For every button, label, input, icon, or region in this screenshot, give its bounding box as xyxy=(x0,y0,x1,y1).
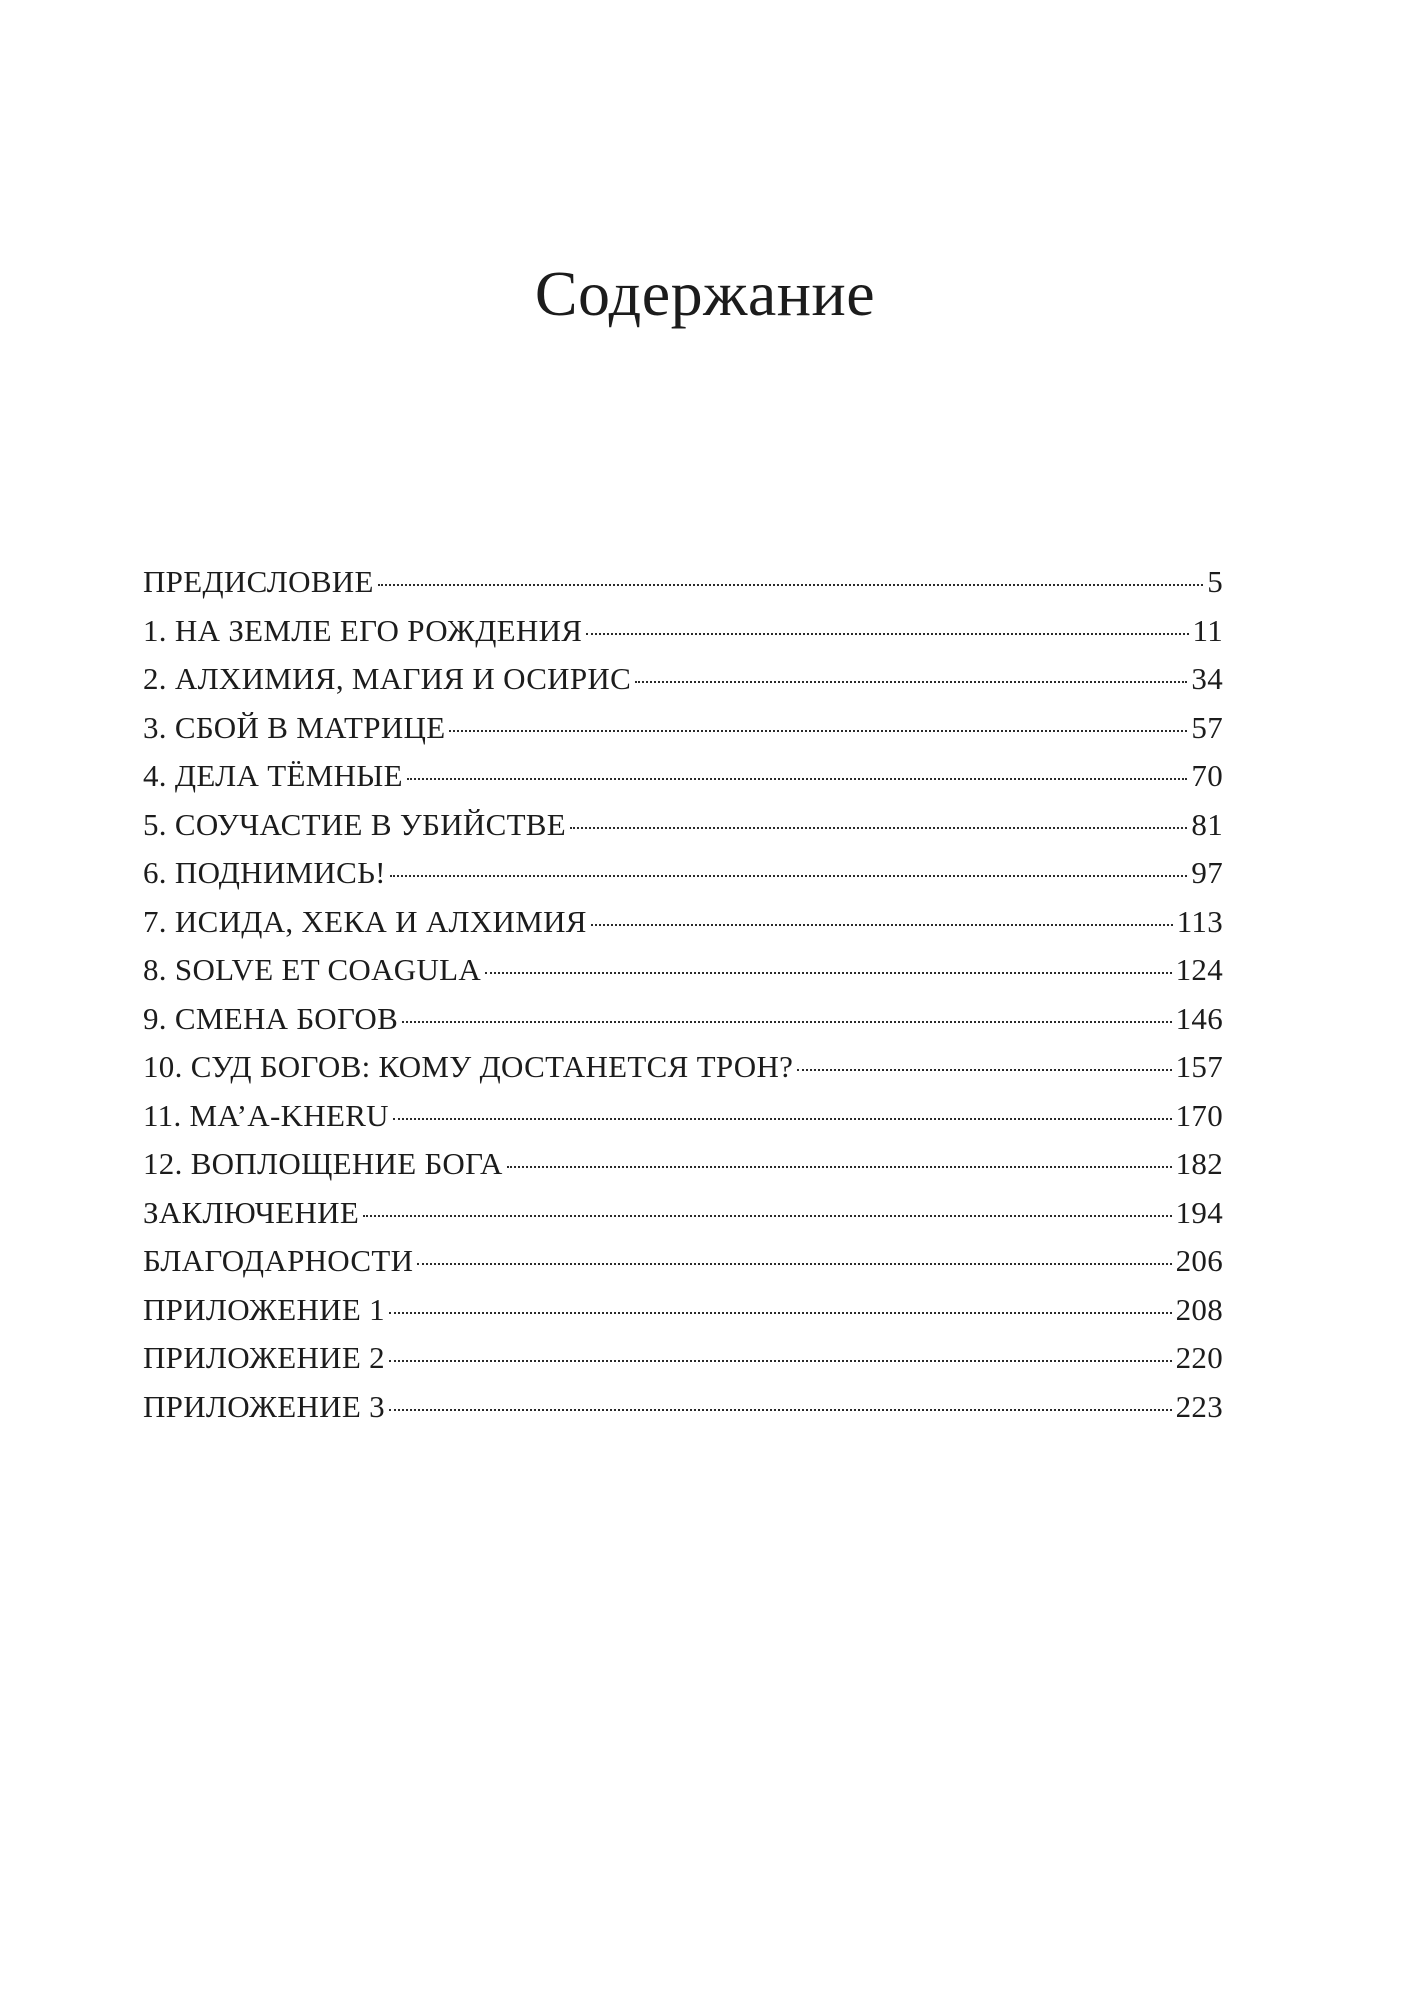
toc-entry-title: 6. ПОДНИМИСЬ! xyxy=(143,855,386,890)
toc-page-number: 223 xyxy=(1175,1388,1223,1424)
toc-page-number: 81 xyxy=(1191,806,1223,842)
toc-page-number: 206 xyxy=(1175,1243,1223,1278)
dot-leader xyxy=(402,1021,1172,1023)
toc-page-number: 113 xyxy=(1176,903,1223,939)
toc-page-number: 57 xyxy=(1191,709,1223,745)
toc-entry-title: ПРИЛОЖЕНИЕ 3 xyxy=(143,1388,385,1424)
toc-page-number: 182 xyxy=(1175,1146,1223,1181)
toc-entry-title: 4. ДЕЛА ТЁМНЫЕ xyxy=(143,758,403,793)
toc-entry xyxy=(143,1098,1223,1147)
toc-entry xyxy=(143,807,1223,856)
toc-entry xyxy=(143,1292,1223,1341)
toc-entry-title: 9. СМЕНА БОГОВ xyxy=(143,1000,399,1036)
page-title: Содержание xyxy=(534,258,876,329)
toc-page-number: 124 xyxy=(1175,952,1223,987)
toc-entry-title: 11. MA’A-KHERU xyxy=(143,1097,389,1133)
toc-entry-title: 10. СУД БОГОВ: КОМУ ДОСТАНЕТСЯ ТРОН? xyxy=(143,1049,794,1084)
toc-entry xyxy=(143,710,1223,759)
toc-page-number: 220 xyxy=(1175,1340,1223,1375)
dot-leader xyxy=(417,1263,1171,1265)
toc-entry xyxy=(143,1049,1223,1098)
toc-entry xyxy=(143,1389,1223,1438)
dot-leader xyxy=(485,972,1171,974)
toc-entry xyxy=(143,1243,1223,1292)
toc-page-number: 208 xyxy=(1175,1291,1223,1327)
toc-page-number: 34 xyxy=(1191,661,1223,696)
toc-page-number: 5 xyxy=(1207,564,1223,599)
dot-leader xyxy=(389,1409,1172,1411)
dot-leader xyxy=(586,633,1188,635)
dot-leader xyxy=(570,827,1187,829)
table-of-contents xyxy=(143,564,1223,1437)
toc-page-number: 11 xyxy=(1192,612,1223,648)
toc-entry xyxy=(143,904,1223,953)
toc-entry xyxy=(143,564,1223,613)
toc-page-number: 194 xyxy=(1175,1194,1223,1230)
dot-leader xyxy=(390,875,1188,877)
toc-entry-title: 1. НА ЗЕМЛЕ ЕГО РОЖДЕНИЯ xyxy=(143,612,583,648)
toc-entry xyxy=(143,952,1223,1001)
toc-entry-title: ЗАКЛЮЧЕНИЕ xyxy=(143,1194,360,1230)
dot-leader xyxy=(635,681,1187,683)
toc-entry xyxy=(143,1340,1223,1389)
toc-page-number: 170 xyxy=(1175,1097,1223,1133)
dot-leader xyxy=(449,730,1187,732)
dot-leader xyxy=(507,1166,1172,1168)
dot-leader xyxy=(407,778,1188,780)
dot-leader xyxy=(378,584,1203,586)
toc-entry xyxy=(143,1146,1223,1195)
toc-entry-title: 3. СБОЙ В МАТРИЦЕ xyxy=(143,709,446,745)
toc-entry-title: 12. ВОПЛОЩЕНИЕ БОГА xyxy=(143,1146,503,1181)
toc-entry-title: 2. АЛХИМИЯ, МАГИЯ И ОСИРИС xyxy=(143,661,632,696)
toc-entry-title: ПРИЛОЖЕНИЕ 1 xyxy=(143,1291,385,1327)
dot-leader xyxy=(591,924,1173,926)
dot-leader xyxy=(797,1069,1171,1071)
toc-entry xyxy=(143,1195,1223,1244)
dot-leader xyxy=(393,1118,1172,1120)
toc-entry xyxy=(143,661,1223,710)
toc-entry xyxy=(143,855,1223,904)
toc-entry-title: 5. СОУЧАСТИЕ В УБИЙСТВЕ xyxy=(143,806,567,842)
toc-entry-title: 8. SOLVE ET COAGULA xyxy=(143,952,482,987)
toc-page-number: 97 xyxy=(1191,855,1223,890)
toc-page-number: 70 xyxy=(1191,758,1223,793)
toc-page-number: 146 xyxy=(1175,1000,1223,1036)
toc-entry xyxy=(143,613,1223,662)
toc-entry-title: ПРЕДИСЛОВИЕ xyxy=(143,564,374,599)
toc-entry-title: БЛАГОДАРНОСТИ xyxy=(143,1243,414,1278)
toc-entry xyxy=(143,758,1223,807)
dot-leader xyxy=(389,1312,1172,1314)
toc-entry xyxy=(143,1001,1223,1050)
dot-leader xyxy=(389,1360,1172,1362)
toc-entry-title: ПРИЛОЖЕНИЕ 2 xyxy=(143,1340,385,1375)
toc-page-number: 157 xyxy=(1175,1049,1223,1084)
dot-leader xyxy=(363,1215,1171,1217)
toc-entry-title: 7. ИСИДА, ХЕКА И АЛХИМИЯ xyxy=(143,903,587,939)
